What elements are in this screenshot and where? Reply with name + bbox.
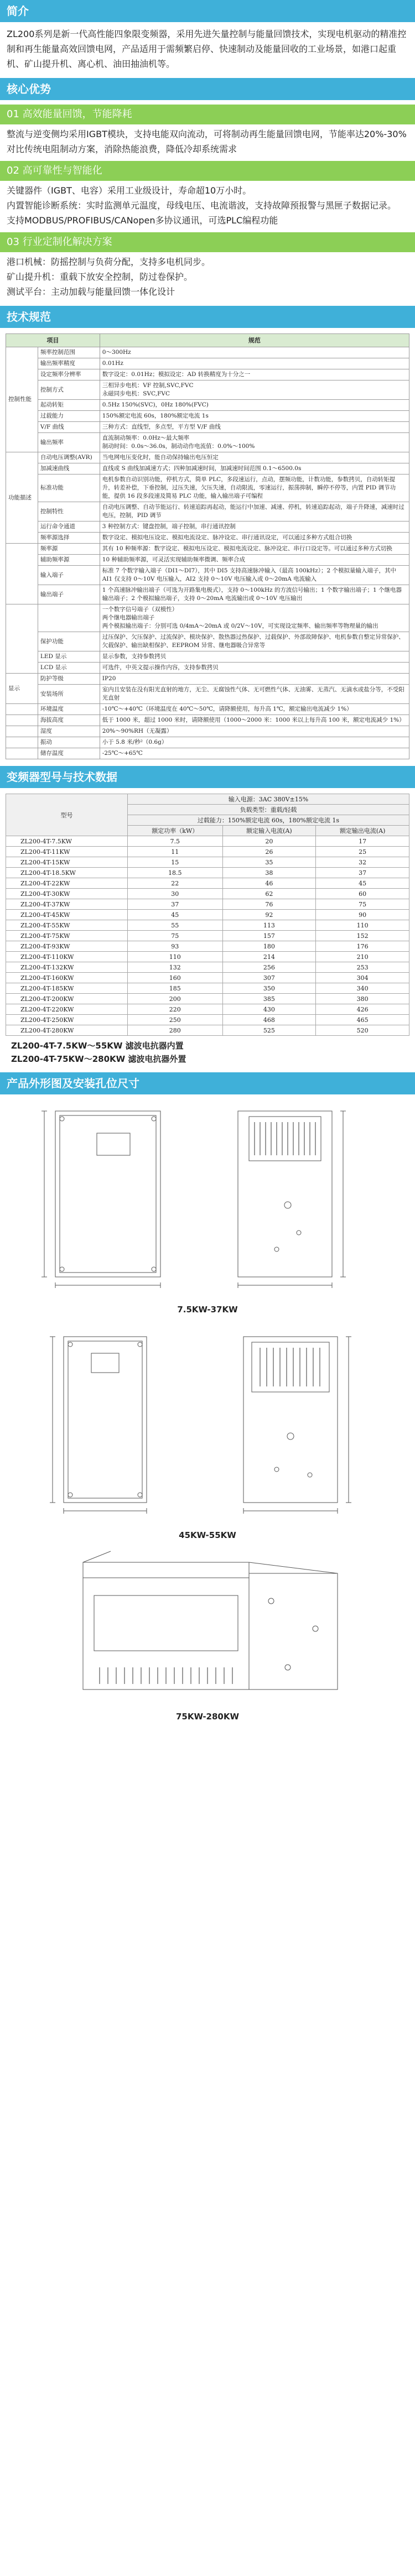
spec-header-spec: 规范 xyxy=(100,334,409,347)
spec-row xyxy=(6,422,409,433)
model-value-cell: 152 xyxy=(316,931,409,941)
model-value-cell: 280 xyxy=(128,1025,223,1036)
figures-heading: 产品外形图及安装孔位尺寸 xyxy=(0,1072,415,1094)
figure-label-large: 75KW-280KW xyxy=(175,1712,240,1722)
spec-value-cell: 直流制动频率：0.0Hz～最大频率 制动时间：0.0s～36.0s，制动动作电流值：0.0%～100% xyxy=(100,433,409,452)
models-col-in-current: 额定输入电流(A) xyxy=(222,826,316,836)
model-value-cell: 60 xyxy=(316,889,409,899)
spec-item-cell: 辅助频率源 xyxy=(38,555,100,566)
model-row xyxy=(6,910,409,920)
model-name-cell: ZL200-4T-37KW xyxy=(6,899,128,910)
model-value-cell: 468 xyxy=(222,1015,316,1025)
model-value-cell: 210 xyxy=(316,952,409,962)
spec-group-cell xyxy=(6,604,38,674)
figure-small xyxy=(0,1094,415,1315)
spec-group-cell xyxy=(6,737,38,748)
spec-heading: 技术规范 xyxy=(0,306,415,328)
intro-text: ZL200系列是新一代高性能四象限变频器，采用先进矢量控制与能量回馈技术，实现电机驱动的精准控制和再生能量高效回馈电网，产品适用于需频繁启停、快速制动及能量回收的工业场景，如港口起重机、矿山提升机、离心机、油田抽油机等。 xyxy=(7,29,407,69)
models-note-1: ZL200-4T-7.5KW～55KW 滤波电抗器内置 xyxy=(11,1041,184,1051)
models-col-input: 输入电源：3AC 380V±15% xyxy=(128,794,409,805)
model-value-cell: 93 xyxy=(128,941,223,952)
model-name-cell: ZL200-4T-7.5KW xyxy=(6,836,128,847)
spec-item-cell: 自动电压调整(AVR) xyxy=(38,452,100,463)
spec-row xyxy=(6,604,409,632)
spec-value-cell: 一个数字信号端子（双模性） 两个继电器输出端子 两个模拟输出端子：分别可选 0/4mA～20mA 或 0/2V～10V，可实现设定频率、输出频率等物理量的输出 xyxy=(100,604,409,632)
model-name-cell: ZL200-4T-160KW xyxy=(6,973,128,983)
advantage-line: 整流与逆变侧均采用IGBT模块，支持电能双向流动，可将制动再生能量回馈电网，节能率达20%-30% xyxy=(7,129,407,139)
spec-value-cell: 数字设定：0.01Hz；模拟设定：AD 转换精度为十分之一 xyxy=(100,369,409,380)
spec-value-cell: 20%～90%RH（无凝露） xyxy=(100,726,409,737)
spec-value-cell: 直线或 S 曲线加减速方式；四种加减速时间，加减速时间范围 0.1～6500.0s xyxy=(100,463,409,474)
spec-row xyxy=(6,651,409,663)
models-note-2: ZL200-4T-75KW～280KW 滤波电抗器外置 xyxy=(11,1054,186,1064)
spec-item-cell: 输出频率精度 xyxy=(38,358,100,369)
spec-value-cell: 电机参数自动识别功能，停机方式，简单 PLC，多段速运行，点动，摆频功能，计数功能，参数拷贝，自动转矩提升，转差补偿，下垂控制，过压失速，欠压失速，自动限流，零速运行，振荡抑制，瞬停不停等，内置 PID 调节功能，提供 16 段多段速及简易 PLC 功能，输入输出端子可编程 xyxy=(100,474,409,502)
spec-row xyxy=(6,748,409,759)
model-value-cell: 18.5 xyxy=(128,868,223,878)
models-col-power: 额定功率（kW） xyxy=(128,826,223,836)
dimension-drawing-medium xyxy=(0,1320,415,1530)
model-row xyxy=(6,952,409,962)
model-value-cell: 90 xyxy=(316,910,409,920)
model-name-cell: ZL200-4T-55KW xyxy=(6,920,128,931)
spec-item-cell: 输出端子 xyxy=(38,585,100,604)
model-row xyxy=(6,941,409,952)
dimension-drawing-small xyxy=(0,1094,415,1305)
spec-item-cell: 控制方式 xyxy=(38,380,100,400)
model-name-cell: ZL200-4T-250KW xyxy=(6,1015,128,1025)
model-name-cell: ZL200-4T-22KW xyxy=(6,878,128,889)
model-row xyxy=(6,920,409,931)
model-row xyxy=(6,983,409,994)
model-value-cell: 75 xyxy=(128,931,223,941)
model-name-cell: ZL200-4T-45KW xyxy=(6,910,128,920)
spec-value-cell: 小于 5.8 米/秒²（0.6g） xyxy=(100,737,409,748)
spec-row xyxy=(6,555,409,566)
spec-row xyxy=(6,566,409,585)
model-row xyxy=(6,868,409,878)
spec-item-cell: 过载能力 xyxy=(38,411,100,422)
spec-item-cell: 频率源选择 xyxy=(38,533,100,544)
model-value-cell: 26 xyxy=(222,847,316,857)
advantage-line: 测试平台：主动加载与能量回馈一体化设计 xyxy=(7,286,175,297)
model-row xyxy=(6,994,409,1004)
model-value-cell: 200 xyxy=(128,994,223,1004)
model-value-cell: 30 xyxy=(128,889,223,899)
models-col-out-current: 额定输出电流(A) xyxy=(316,826,409,836)
spec-header-item: 项目 xyxy=(6,334,100,347)
models-col-model: 型号 xyxy=(6,794,128,836)
figure-label-small: 7.5KW-37KW xyxy=(177,1305,238,1315)
spec-value-cell: 三相异步电机：VF 控制,SVC,FVC 永磁同步电机：SVC,FVC xyxy=(100,380,409,400)
spec-row xyxy=(6,685,409,704)
spec-row xyxy=(6,663,409,674)
model-row xyxy=(6,899,409,910)
spec-value-cell: -25℃～+65℃ xyxy=(100,748,409,759)
spec-item-cell: 起动转矩 xyxy=(38,400,100,411)
model-name-cell: ZL200-4T-15KW xyxy=(6,857,128,868)
spec-group-cell xyxy=(6,715,38,726)
model-value-cell: 45 xyxy=(128,910,223,920)
advantage-line: 对比传统电阻制动方案，消除热能浪费，降低冷却系统需求 xyxy=(7,144,237,154)
spec-row xyxy=(6,632,409,651)
spec-value-cell: 自动电压调整、自动节能运行、转速追踪再起动，能运行中加速、减速、停机，转速追踪起动，端子升降速，减速时过电压，控制，PID 调节 xyxy=(100,502,409,522)
models-table xyxy=(6,794,409,1036)
spec-item-cell: 防护等级 xyxy=(38,674,100,685)
spec-group-cell: 功能描述 xyxy=(6,452,38,544)
model-value-cell: 525 xyxy=(222,1025,316,1036)
figure-label-medium: 45KW-55KW xyxy=(179,1530,236,1540)
model-name-cell: ZL200-4T-220KW xyxy=(6,1004,128,1015)
spec-row xyxy=(6,726,409,737)
model-value-cell: 22 xyxy=(128,878,223,889)
model-row xyxy=(6,973,409,983)
models-header-row xyxy=(6,794,409,805)
spec-value-cell: 三种方式：直线型，多点型，平方型 V/F 曲线 xyxy=(100,422,409,433)
spec-value-cell: 数字设定、模拟电压设定、模拟电流设定、脉冲设定、串行通讯设定，可以通过多种方式组合切换 xyxy=(100,533,409,544)
model-row xyxy=(6,1004,409,1015)
model-value-cell: 55 xyxy=(128,920,223,931)
spec-value-cell: 显示参数，支持参数拷贝 xyxy=(100,651,409,663)
model-row xyxy=(6,847,409,857)
spec-item-cell xyxy=(38,604,100,632)
spec-value-cell: 过压保护、欠压保护、过流保护、模块保护、散热器过热保护、过载保护、外部故障保护、电机参数自整定异常保护、欠载保护、输出缺相保护、EEPROM 异常、继电器吸合异常等 xyxy=(100,632,409,651)
spec-row xyxy=(6,522,409,533)
models-col-load: 负载类型：重载/轻载 xyxy=(128,805,409,815)
model-value-cell: 250 xyxy=(128,1015,223,1025)
model-value-cell: 220 xyxy=(128,1004,223,1015)
spec-row xyxy=(6,463,409,474)
model-name-cell: ZL200-4T-132KW xyxy=(6,962,128,973)
spec-item-cell: 环境温度 xyxy=(38,704,100,715)
model-value-cell: 110 xyxy=(316,920,409,931)
model-name-cell: ZL200-4T-200KW xyxy=(6,994,128,1004)
spec-item-cell: LED 显示 xyxy=(38,651,100,663)
models-body xyxy=(6,836,409,1036)
spec-row xyxy=(6,369,409,380)
spec-item-cell: 频率控制范围 xyxy=(38,347,100,358)
advantage-title-2: 02 高可靠性与智能化 xyxy=(0,161,415,181)
spec-item-cell: 输入端子 xyxy=(38,566,100,585)
model-row xyxy=(6,931,409,941)
spec-item-cell: 运行命令通道 xyxy=(38,522,100,533)
spec-header-row xyxy=(6,334,409,347)
model-value-cell: 185 xyxy=(128,983,223,994)
dimension-drawing-large xyxy=(0,1546,415,1712)
model-row xyxy=(6,889,409,899)
model-value-cell: 25 xyxy=(316,847,409,857)
spec-row xyxy=(6,585,409,604)
model-value-cell: 110 xyxy=(128,952,223,962)
spec-row xyxy=(6,502,409,522)
spec-value-cell: -10℃～+40℃（环境温度在 40℃～50℃，请降额使用，每升高 1℃，额定输出电流减少 1%） xyxy=(100,704,409,715)
advantage-line: 矿山提升机：重载下放安全控制，防过卷保护。 xyxy=(7,272,193,282)
model-name-cell: ZL200-4T-11KW xyxy=(6,847,128,857)
spec-value-cell: 3 种控制方式：键盘控制，端子控制，串行通讯控制 xyxy=(100,522,409,533)
model-row xyxy=(6,836,409,847)
spec-row xyxy=(6,380,409,400)
spec-value-cell: 0～300Hz xyxy=(100,347,409,358)
model-value-cell: 214 xyxy=(222,952,316,962)
model-value-cell: 15 xyxy=(128,857,223,868)
model-value-cell: 38 xyxy=(222,868,316,878)
model-name-cell: ZL200-4T-18.5KW xyxy=(6,868,128,878)
model-row xyxy=(6,1025,409,1036)
spec-value-cell: 0.5Hz 150%(SVC)，0Hz 180%(FVC) xyxy=(100,400,409,411)
model-value-cell: 37 xyxy=(128,899,223,910)
model-value-cell: 157 xyxy=(222,931,316,941)
model-value-cell: 426 xyxy=(316,1004,409,1015)
spec-item-cell: 标准功能 xyxy=(38,474,100,502)
spec-value-cell: 当电网电压变化时，能自动保持输出电压恒定 xyxy=(100,452,409,463)
spec-group-cell xyxy=(6,704,38,715)
spec-row xyxy=(6,674,409,685)
model-value-cell: 17 xyxy=(316,836,409,847)
spec-value-cell: 低于 1000 米，超过 1000 米时，请降额使用（1000～2000 米：1000 米以上每升高 100 米，额定电流减少 1%） xyxy=(100,715,409,726)
model-value-cell: 32 xyxy=(316,857,409,868)
spec-row xyxy=(6,533,409,544)
model-value-cell: 465 xyxy=(316,1015,409,1025)
model-value-cell: 11 xyxy=(128,847,223,857)
spec-row xyxy=(6,433,409,452)
model-value-cell: 7.5 xyxy=(128,836,223,847)
model-value-cell: 340 xyxy=(316,983,409,994)
spec-value-cell: 150%额定电流 60s，180%额定电流 1s xyxy=(100,411,409,422)
spec-value-cell: 10 种辅助频率源，可灵活实现辅助频率微调、频率合成 xyxy=(100,555,409,566)
advantage-line: 内置智能诊断系统：实时监测单元温度，母线电压、电流谐波，支持故障预报警与黑匣子数据记录。 xyxy=(7,200,397,211)
advantages-heading: 核心优势 xyxy=(0,78,415,100)
spec-value-cell: 1 个高速脉冲输出端子（可选为开路集电极式），支持 0～100kHz 的方波信号输出；1 个数字输出端子；1 个继电器输出端子；2 个模拟输出端子，支持 0～20mA 电流输出或 0～10V 电压输出 xyxy=(100,585,409,604)
model-value-cell: 20 xyxy=(222,836,316,847)
spec-item-cell: 保护功能 xyxy=(38,632,100,651)
model-value-cell: 75 xyxy=(316,899,409,910)
model-value-cell: 304 xyxy=(316,973,409,983)
model-name-cell: ZL200-4T-185KW xyxy=(6,983,128,994)
model-value-cell: 45 xyxy=(316,878,409,889)
model-value-cell: 176 xyxy=(316,941,409,952)
model-value-cell: 380 xyxy=(316,994,409,1004)
model-row xyxy=(6,962,409,973)
model-value-cell: 37 xyxy=(316,868,409,878)
spec-body xyxy=(6,347,409,759)
advantage-title-3: 03 行业定制化解决方案 xyxy=(0,232,415,252)
spec-group-cell xyxy=(6,726,38,737)
figure-large xyxy=(0,1546,415,1722)
models-heading: 变频器型号与技术数据 xyxy=(0,766,415,788)
spec-row xyxy=(6,400,409,411)
spec-group-cell: 显示 xyxy=(6,674,38,704)
spec-item-cell: 湿度 xyxy=(38,726,100,737)
models-col-overload: 过载能力：150%额定电流 60s，180%额定电流 1s xyxy=(128,815,409,826)
spec-item-cell: 输出频率 xyxy=(38,433,100,452)
spec-item-cell: LCD 显示 xyxy=(38,663,100,674)
model-name-cell: ZL200-4T-30KW xyxy=(6,889,128,899)
spec-row xyxy=(6,737,409,748)
spec-item-cell: 海拔高度 xyxy=(38,715,100,726)
spec-value-cell: 可选件，中英文提示操作内容，支持参数拷贝 xyxy=(100,663,409,674)
spec-item-cell: 控制特性 xyxy=(38,502,100,522)
model-name-cell: ZL200-4T-110KW xyxy=(6,952,128,962)
model-value-cell: 256 xyxy=(222,962,316,973)
model-value-cell: 160 xyxy=(128,973,223,983)
spec-item-cell: 设定频率分辨率 xyxy=(38,369,100,380)
model-name-cell: ZL200-4T-280KW xyxy=(6,1025,128,1036)
figure-medium xyxy=(0,1320,415,1540)
model-value-cell: 113 xyxy=(222,920,316,931)
model-value-cell: 307 xyxy=(222,973,316,983)
spec-row xyxy=(6,704,409,715)
model-value-cell: 35 xyxy=(222,857,316,868)
spec-row xyxy=(6,474,409,502)
model-row xyxy=(6,878,409,889)
spec-group-cell xyxy=(6,544,38,604)
spec-item-cell: 安装场所 xyxy=(38,685,100,704)
model-value-cell: 132 xyxy=(128,962,223,973)
advantage-line: 关键器件（IGBT、电容）采用工业级设计，寿命超10万小时。 xyxy=(7,185,252,196)
model-value-cell: 92 xyxy=(222,910,316,920)
spec-row xyxy=(6,452,409,463)
spec-value-cell: 0.01Hz xyxy=(100,358,409,369)
model-value-cell: 430 xyxy=(222,1004,316,1015)
model-value-cell: 350 xyxy=(222,983,316,994)
model-row xyxy=(6,857,409,868)
spec-row xyxy=(6,347,409,358)
spec-value-cell: 室内且安装在没有阳光直射的地方，无尘、无腐蚀性气体、无可燃性气体、无油雾、无蒸汽、无滴水或盐分等，不受阳光直射 xyxy=(100,685,409,704)
model-value-cell: 62 xyxy=(222,889,316,899)
model-value-cell: 180 xyxy=(222,941,316,952)
advantage-line: 支持MODBUS/PROFIBUS/CANopen多协议通讯，可选PLC编程功能 xyxy=(7,215,278,226)
model-value-cell: 46 xyxy=(222,878,316,889)
spec-row xyxy=(6,358,409,369)
advantage-title-1: 01 高效能量回馈，节能降耗 xyxy=(0,105,415,124)
model-row xyxy=(6,1015,409,1025)
spec-group-cell: 控制性能 xyxy=(6,347,38,452)
model-name-cell: ZL200-4T-75KW xyxy=(6,931,128,941)
spec-value-cell: 其有 10 种频率源：数字设定、模拟电压设定、模拟电流设定、脉冲设定、串行口设定等。可以通过多种方式切换 xyxy=(100,544,409,555)
model-value-cell: 76 xyxy=(222,899,316,910)
spec-row xyxy=(6,715,409,726)
spec-value-cell: 标准 7 个数字输入端子（DI1～DI7），其中 DI5 支持高速脉冲输入（最高 100kHz）；2 个模拟量输入端子，其中 AI1 仅支持 0～10V 电压输入，AI2 支持 0～10V 电压输入或 0～20mA 电流输入 xyxy=(100,566,409,585)
spec-row xyxy=(6,411,409,422)
spec-item-cell: V/F 曲线 xyxy=(38,422,100,433)
advantage-line: 港口机械：防摇控制与负荷分配，支持多电机同步。 xyxy=(7,257,211,267)
spec-table xyxy=(6,333,409,759)
spec-item-cell: 频率源 xyxy=(38,544,100,555)
model-name-cell: ZL200-4T-93KW xyxy=(6,941,128,952)
model-value-cell: 253 xyxy=(316,962,409,973)
spec-row xyxy=(6,544,409,555)
spec-group-cell xyxy=(6,748,38,759)
model-value-cell: 520 xyxy=(316,1025,409,1036)
model-value-cell: 385 xyxy=(222,994,316,1004)
spec-item-cell: 振动 xyxy=(38,737,100,748)
intro-heading: 简介 xyxy=(0,0,415,22)
spec-value-cell: IP20 xyxy=(100,674,409,685)
spec-item-cell: 加减速曲线 xyxy=(38,463,100,474)
spec-item-cell: 储存温度 xyxy=(38,748,100,759)
